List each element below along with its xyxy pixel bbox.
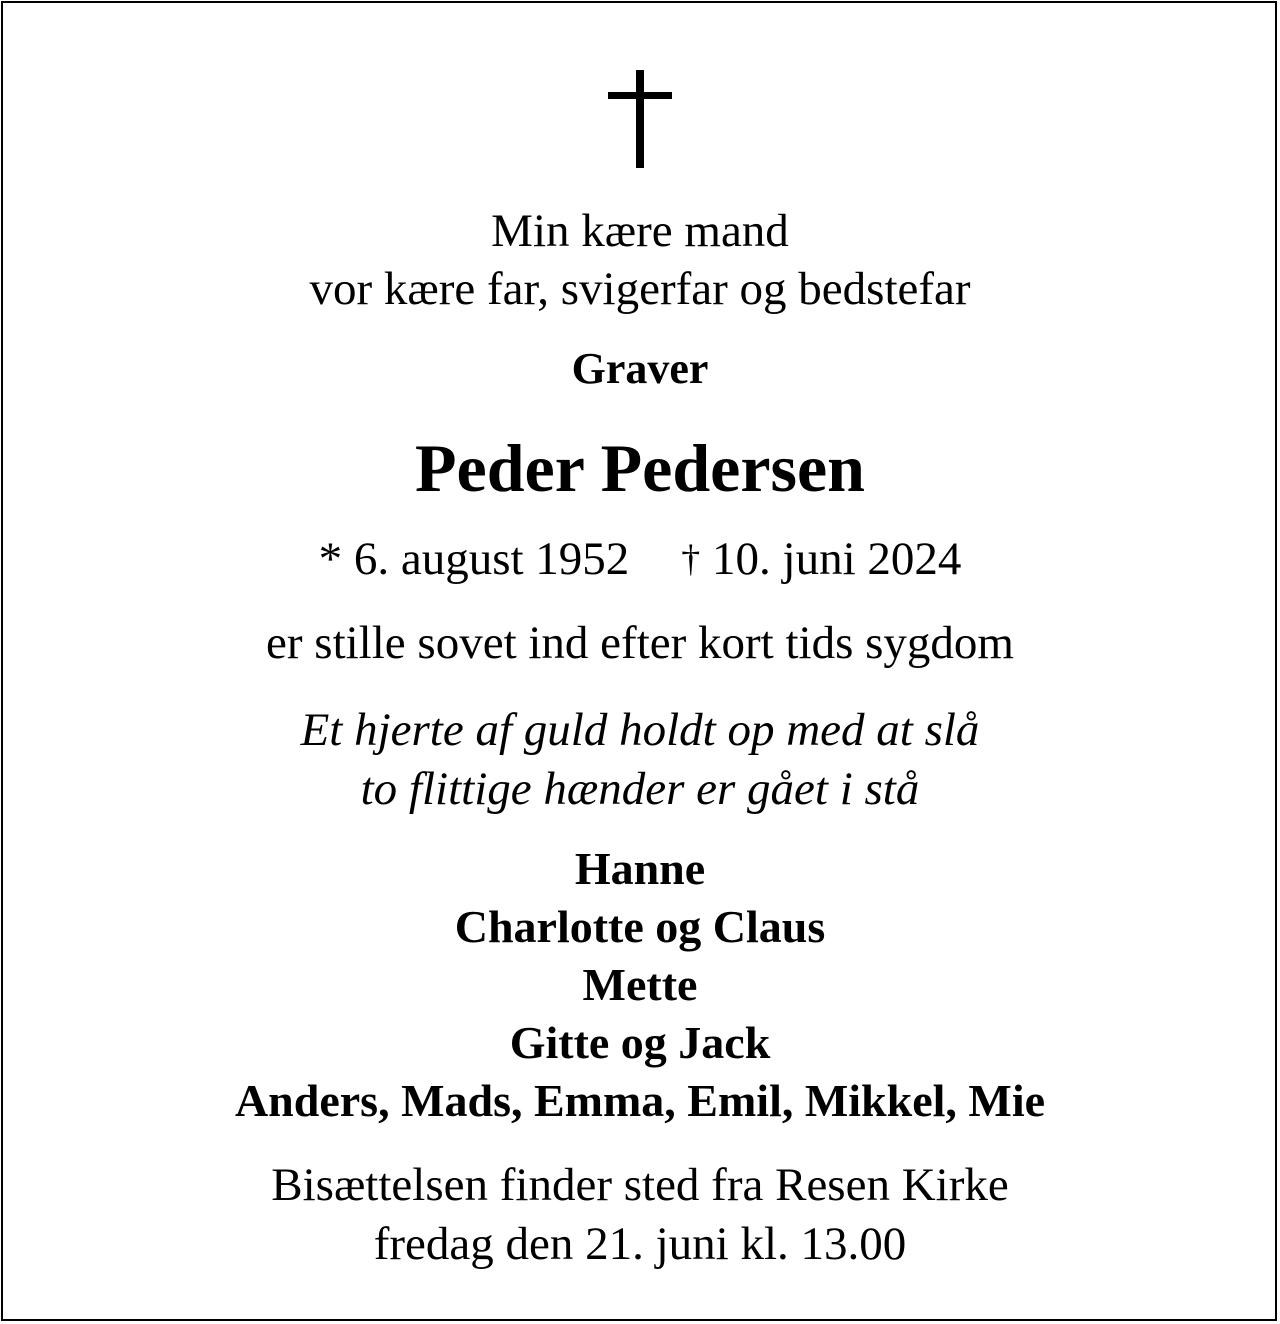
verse-line-1: Et hjerte af guld holdt op med at slå	[300, 704, 980, 756]
family-member: Charlotte og Claus	[454, 901, 826, 952]
family-member: Anders, Mads, Emma, Emil, Mikkel, Mie	[234, 1075, 1046, 1126]
life-dates	[0, 533, 1280, 585]
verse-line-2: to flittige hænder er gået i stå	[360, 763, 920, 815]
birth-date: 6. august 1952	[353, 533, 630, 585]
passing-text: er stille sovet ind efter kort tids sygdom	[266, 617, 1014, 669]
funeral-line-1: Bisættelsen finder sted fra Resen Kirke	[271, 1159, 1009, 1211]
funeral-line-2: fredag den 21. juni kl. 13.00	[373, 1218, 907, 1270]
family-member: Mette	[582, 959, 698, 1010]
death-date: 10. juni 2024	[712, 533, 962, 585]
family-member: Hanne	[574, 843, 706, 894]
occupation: Graver	[571, 344, 709, 393]
intro-line-1: Min kære mand	[491, 205, 789, 257]
birth-symbol: *	[318, 533, 343, 585]
cross-icon	[0, 70, 1280, 168]
family-member: Gitte og Jack	[509, 1017, 771, 1068]
intro-line-2: vor kære far, svigerfar og bedstefar	[309, 263, 971, 315]
deceased-name: Peder Pedersen	[414, 430, 866, 506]
dagger-icon: †	[681, 538, 701, 580]
